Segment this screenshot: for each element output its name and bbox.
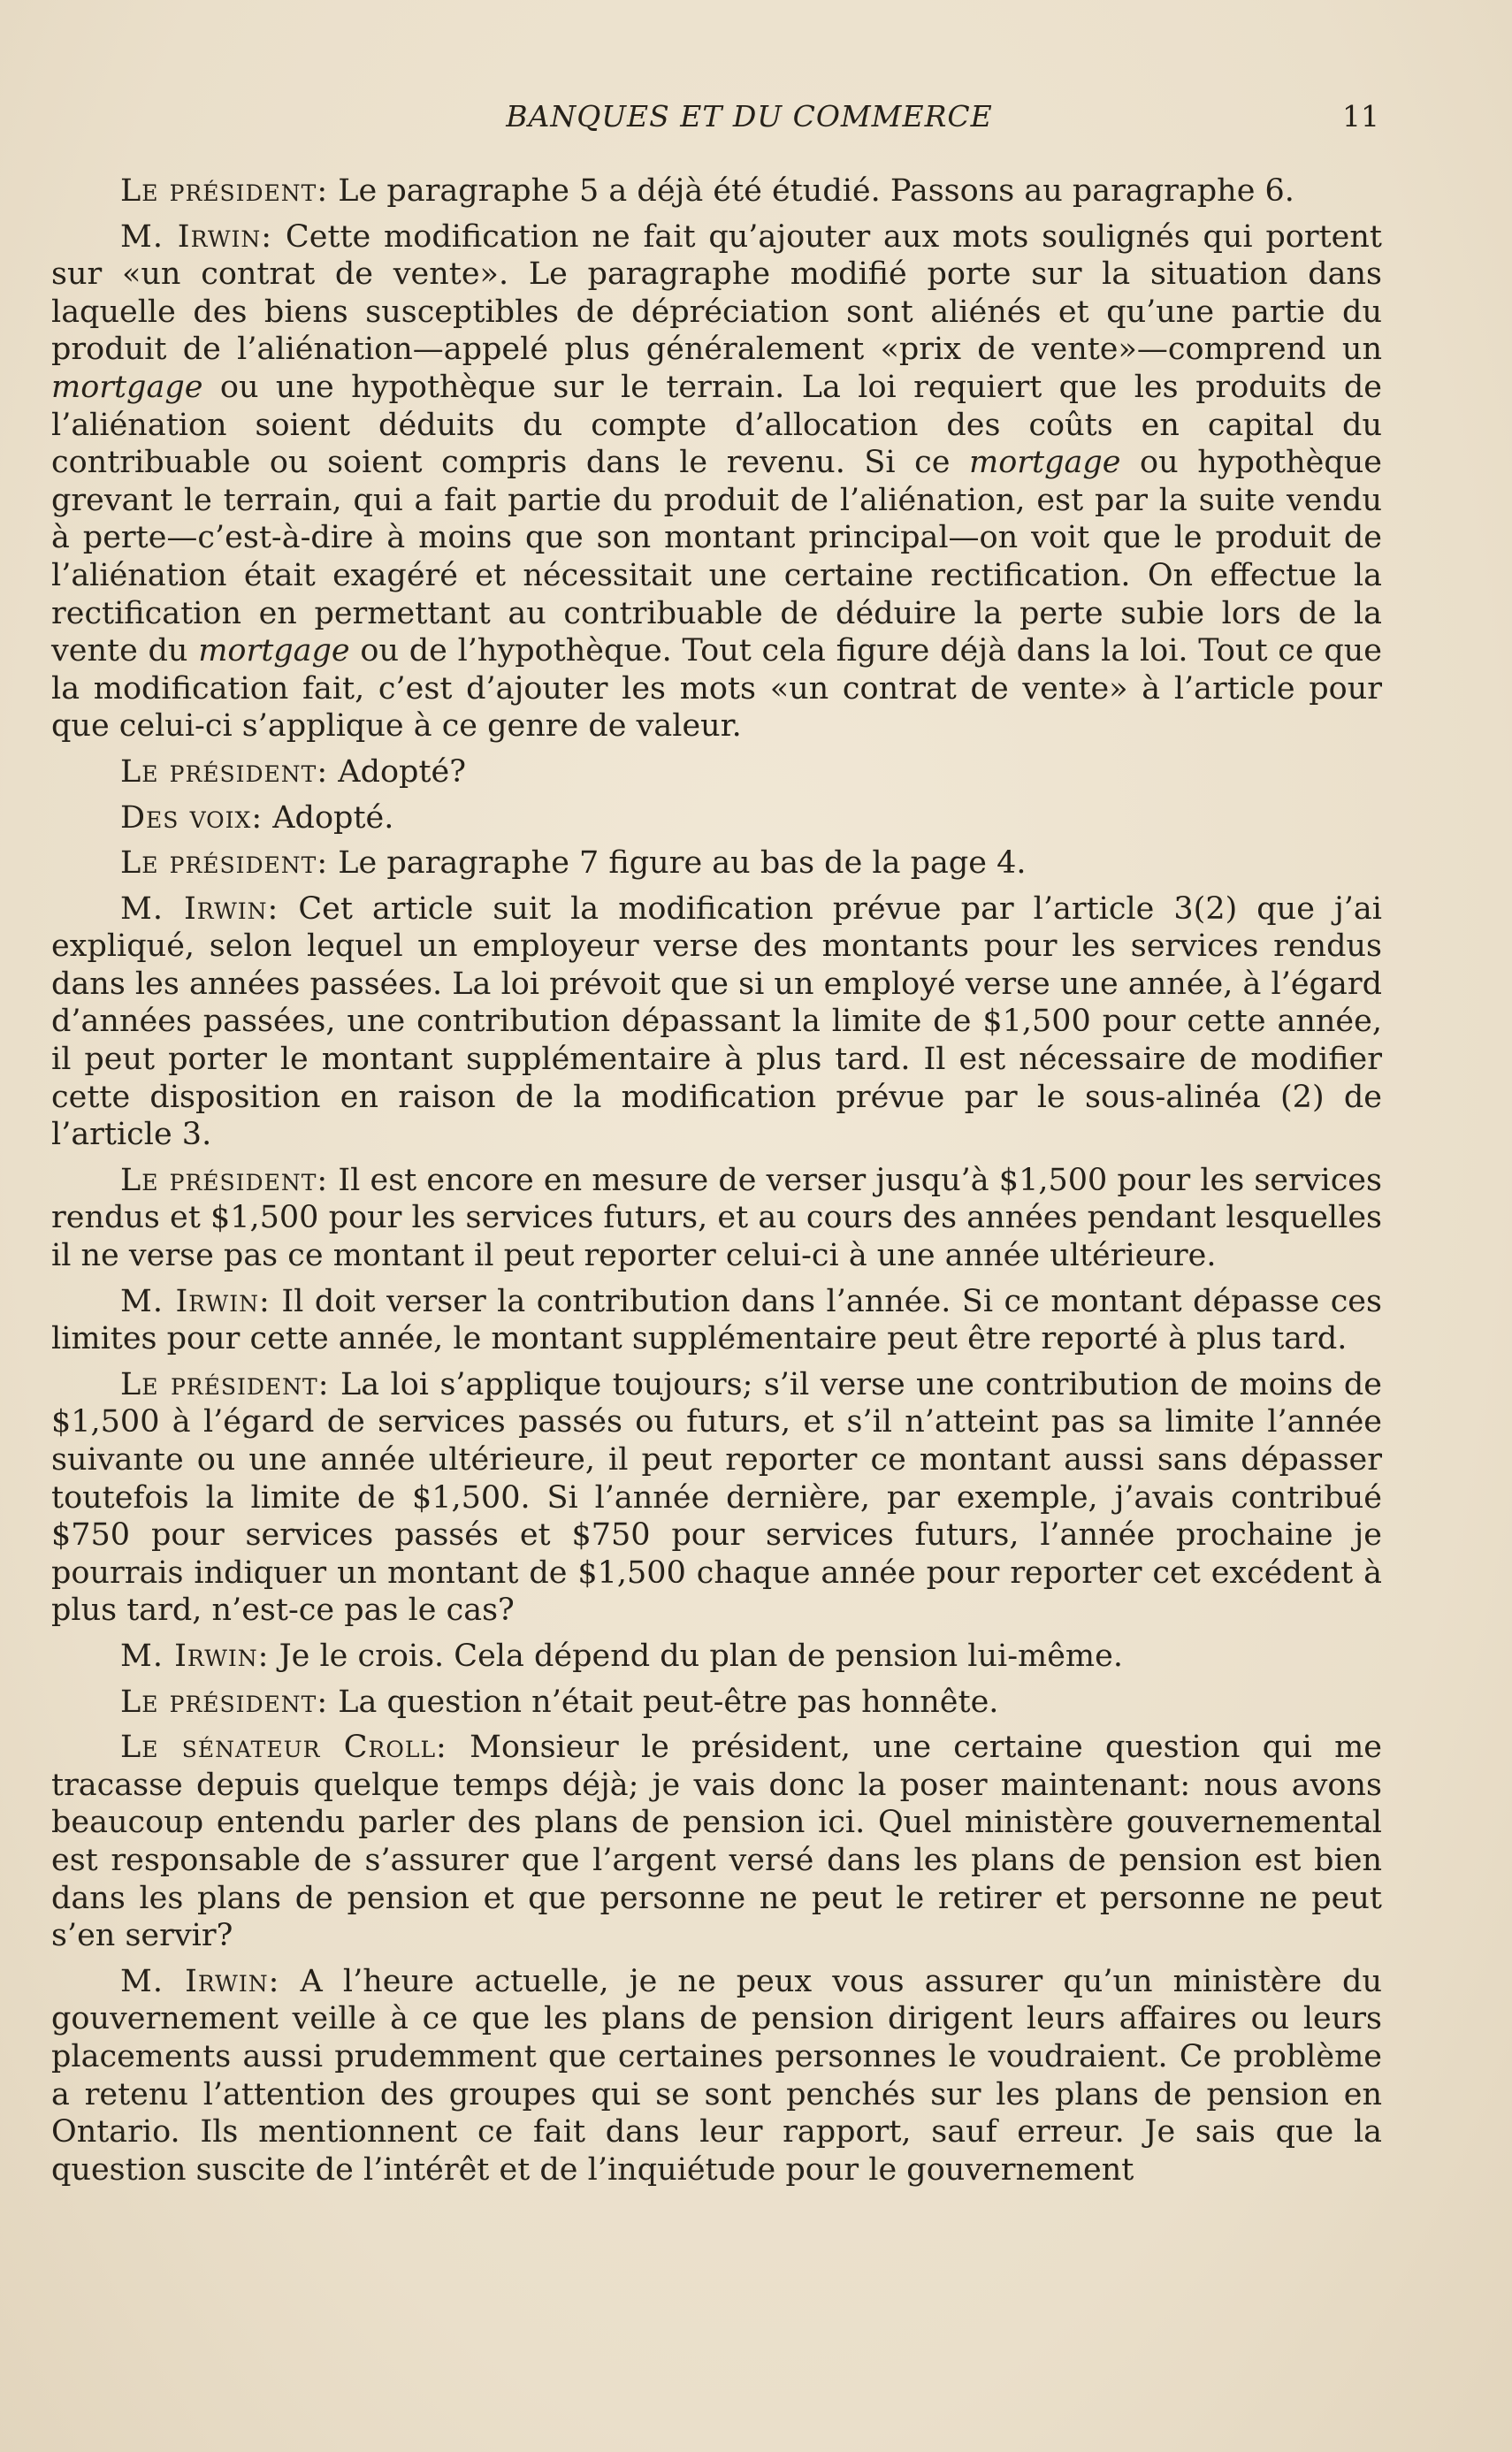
speaker-name: Le président: (120, 845, 329, 882)
paragraph-text: La question n’était peut-être pas honnête. (338, 1684, 999, 1720)
speaker-name: Le sénateur Croll: (120, 1730, 447, 1766)
page-number: 11 (1342, 99, 1379, 134)
paragraph (51, 1366, 1382, 1630)
paragraph (51, 1162, 1382, 1275)
paragraph (51, 172, 1382, 210)
paragraph-text: Il est encore en mesure de verser jusqu’à $1,500 pour les services rendus et $1,500 pour les services futurs, et au cours des années pendant lesquelles il ne verse pas ce montant il peut reporter celui-ci à une année ultérieure. (51, 1162, 1382, 1274)
page-header (119, 99, 1379, 138)
speaker-name: M. Irwin: (120, 890, 279, 927)
paragraph-text: Adopté. (272, 799, 394, 836)
italic-term: mortgage (198, 633, 350, 669)
speaker-name: M. Irwin: (120, 218, 273, 255)
paragraph-text: Je le crois. Cela dépend du plan de pension lui-même. (279, 1638, 1123, 1674)
paragraph (51, 844, 1382, 882)
speaker-name: M. Irwin: (120, 1963, 280, 1999)
paragraph-text: Adopté? (338, 753, 466, 790)
paragraph-text: Le paragraphe 5 a déjà été étudié. Passons au paragraphe 6. (338, 173, 1294, 209)
paragraph (51, 1684, 1382, 1722)
paragraph-text: Cet article suit la modification prévue par l’article 3(2) que j’ai expliqué, selon lequel un employeur verse des montants pour les services rendus dans les années passées. La loi prévoit que si un employé verse une année, à l’égard d’années passées, une contribution dépassant la limite de $1,500 pour cette année, il peut porter le montant supplémentaire à plus tard. Il est nécessaire de modifier cette disposition en raison de la modification prévue par le sous-alinéa (2) de l’article 3. (51, 890, 1382, 1153)
running-title: BANQUES ET DU COMMERCE (506, 99, 993, 134)
speaker-name: Le président: (120, 753, 329, 790)
paragraph-text: La loi s’applique toujours; s’il verse une contribution de moins de $1,500 à l’égard de services passés ou futurs, et s’il n’atteint pas sa limite l’année suivante ou une année ultérieure, il peut reporter ce montant aussi sans dépasser toutefois la limite de $1,500. Si l’année dernière, par exemple, j’avais contribué $750 pour services passés et $750 pour services futurs, l’année prochaine je pourrais indiquer un montant de $1,500 chaque année pour reporter cet excédent à plus tard, n’est-ce pas le cas? (51, 1366, 1382, 1629)
speaker-name: M. Irwin: (120, 1283, 271, 1319)
italic-term: mortgage (969, 445, 1121, 481)
italic-term: mortgage (51, 369, 203, 405)
speaker-name: Des voix: (120, 799, 263, 836)
speaker-name: Le président: (120, 173, 329, 209)
paragraph-text: Le paragraphe 7 figure au bas de la page 4. (338, 845, 1027, 882)
speaker-name: Le président: (120, 1366, 330, 1402)
paragraph (51, 753, 1382, 791)
paragraph-text: Cette modification ne fait qu’ajouter aux mots soulignés qui portent sur «un contrat de vente». Le paragraphe modifié porte sur la situation dans laquelle des biens susceptibles de dépréciation sont aliénés et qu’une partie du produit de l’aliénation—appelé plus généralement «prix de vente»—comprend un (51, 218, 1382, 368)
paragraph (51, 218, 1382, 745)
paragraph-text: A l’heure actuelle, je ne peux vous assurer qu’un ministère du gouvernement veille à ce que les plans de pension dirigent leurs affaires ou leurs placements aussi prudemment que certaines personnes le voudraient. Ce problème a retenu l’attention des groupes qui se sont penchés sur les plans de pension en Ontario. Ils mentionnent ce fait dans leur rapport, sauf erreur. Je sais que la question suscite de l’intérêt et de l’inquiétude pour le gouvernement (51, 1963, 1382, 2188)
transcript-body (51, 172, 1382, 2196)
paragraph-text: Il doit verser la contribution dans l’année. Si ce montant dépasse ces limites pour cette année, le montant supplémentaire peut être reporté à plus tard. (51, 1283, 1382, 1357)
paragraph (51, 1638, 1382, 1676)
speaker-name: Le président: (120, 1162, 329, 1198)
paragraph (51, 1963, 1382, 2189)
paragraph-text: ou de l’hypothèque. Tout cela figure déjà dans la loi. Tout ce que la modification fait, c’est d’ajouter les mots «un contrat de vente» à l’article pour que celui-ci s’applique à ce genre de valeur. (51, 633, 1382, 745)
paragraph-text: ou hypothèque grevant le terrain, qui a fait partie du produit de l’aliénation, est par la suite vendu à perte—c’est-à-dire à moins que son montant principal—on voit que le produit de l’aliénation était exagéré et nécessitait une certaine rectification. On effectue la rectification en permettant au contribuable de déduire la perte subie lors de la vente du (51, 445, 1382, 669)
paragraph (51, 1283, 1382, 1358)
paragraph-text: ou une hypothèque sur le terrain. La loi requiert que les produits de l’aliénation soient déduits du compte d’allocation des coûts en capital du contribuable ou soient compris dans le revenu. Si ce (51, 369, 1382, 481)
paragraph (51, 799, 1382, 837)
paragraph (51, 1729, 1382, 1955)
speaker-name: Le président: (120, 1684, 329, 1720)
paragraph-text: Monsieur le président, une certaine question qui me tracasse depuis quelque temps déjà; je vais donc la poser maintenant: nous avons beaucoup entendu parler des plans de pension ici. Quel ministère gouvernemental est responsable de s’assurer que l’argent versé dans les plans de pension est bien dans les plans de pension et que personne ne peut le retirer et personne ne peut s’en servir? (51, 1730, 1382, 1954)
paragraph (51, 890, 1382, 1154)
speaker-name: M. Irwin: (120, 1638, 270, 1674)
